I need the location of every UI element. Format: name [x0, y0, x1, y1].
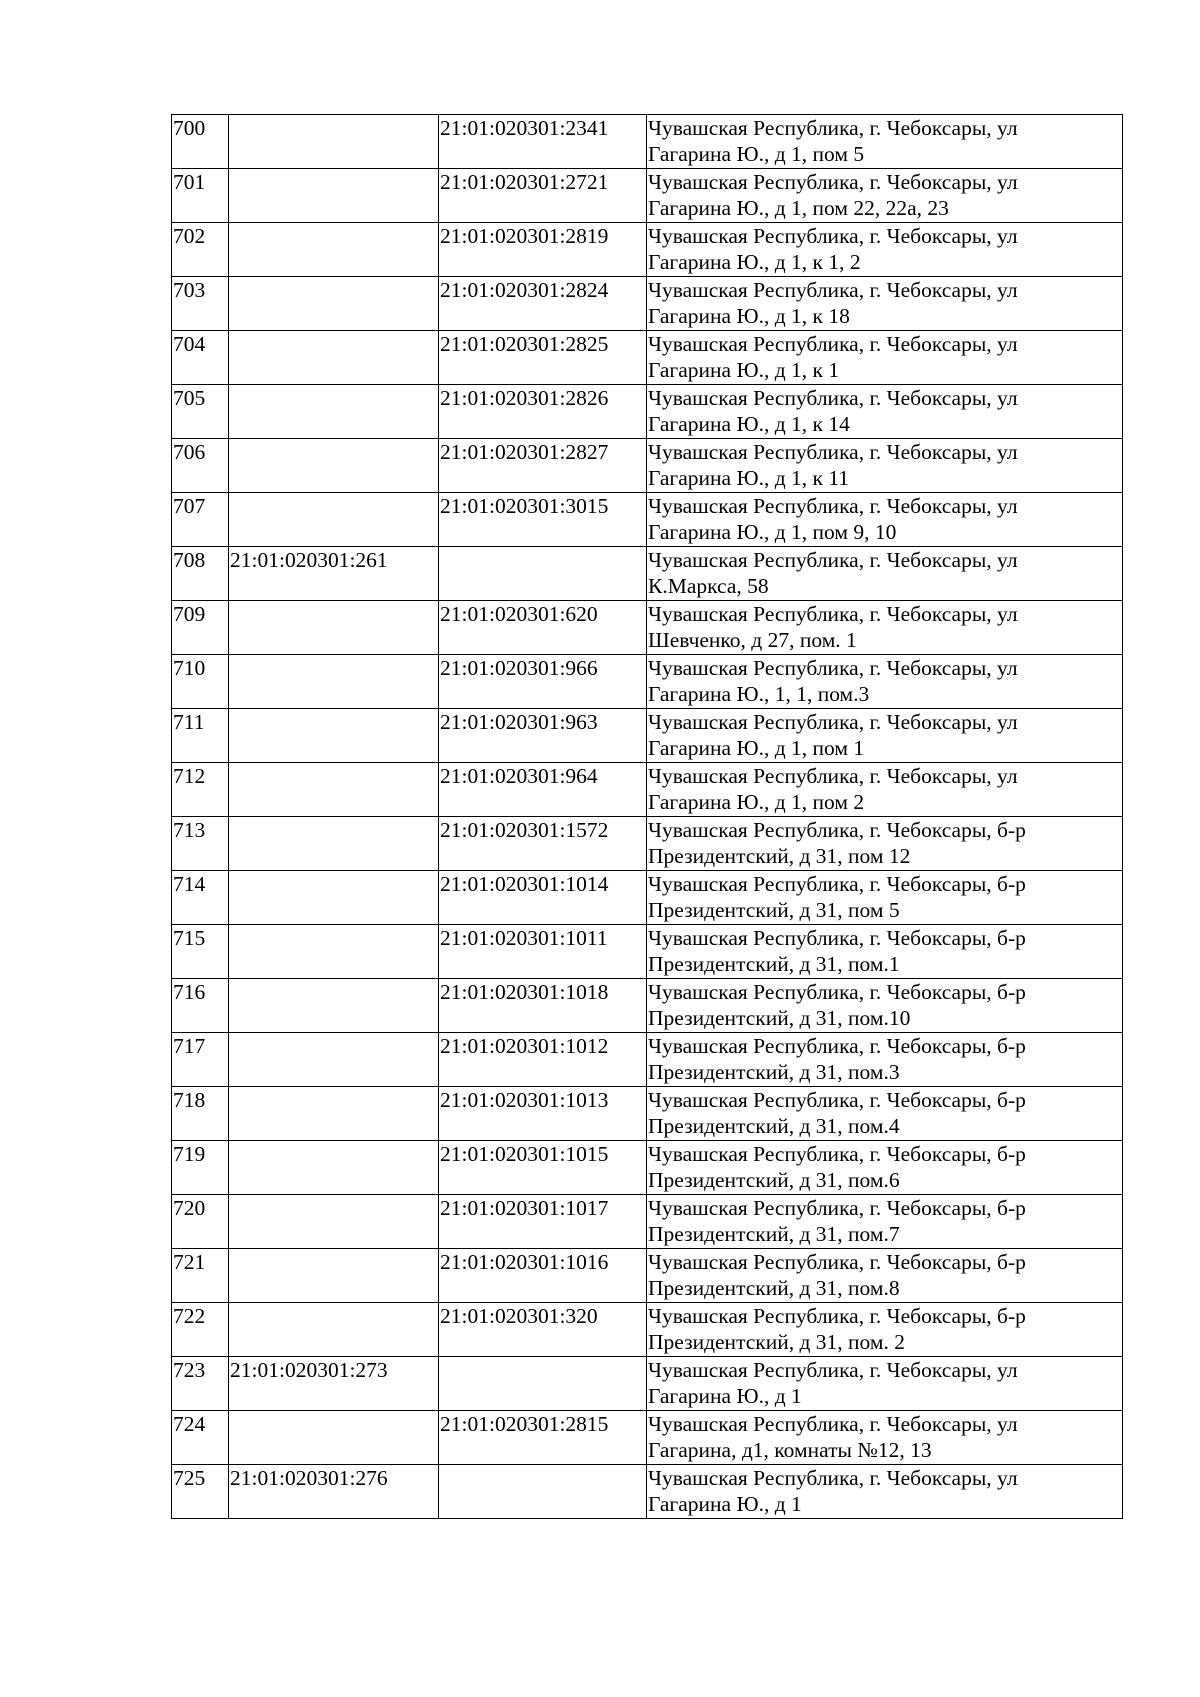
table-row	[172, 1357, 1123, 1411]
address-line-2: Гагарина Ю., д 1, пом 22, 22а, 23	[648, 196, 949, 220]
registry-table-body	[172, 115, 1123, 1519]
address-line-2: Гагарина Ю., д 1, пом 2	[648, 790, 865, 814]
address-line-2: Шевченко, д 27, пом. 1	[648, 628, 857, 652]
address-line-1: Чувашская Республика, г. Чебоксары, б-р	[648, 818, 1026, 842]
address-cell	[647, 115, 1123, 169]
address-line-1: Чувашская Республика, г. Чебоксары, ул	[648, 170, 1018, 194]
land-cadastral-number-cell	[229, 817, 439, 871]
row-number-cell: 702	[172, 223, 229, 277]
table-row	[172, 1141, 1123, 1195]
row-number-cell: 711	[172, 709, 229, 763]
object-cadastral-number-cell: 21:01:020301:1572	[439, 817, 647, 871]
row-number-cell: 712	[172, 763, 229, 817]
land-cadastral-number-cell	[229, 979, 439, 1033]
address-cell	[647, 925, 1123, 979]
object-cadastral-number-cell: 21:01:020301:2721	[439, 169, 647, 223]
row-number-cell: 704	[172, 331, 229, 385]
object-cadastral-number-cell: 21:01:020301:2815	[439, 1411, 647, 1465]
address-line-2: Гагарина Ю., д 1, пом 9, 10	[648, 520, 897, 544]
address-line-1: Чувашская Республика, г. Чебоксары, б-р	[648, 926, 1026, 950]
table-row	[172, 493, 1123, 547]
object-cadastral-number-cell: 21:01:020301:1018	[439, 979, 647, 1033]
address-line-1: Чувашская Республика, г. Чебоксары, б-р	[648, 1304, 1026, 1328]
address-cell	[647, 547, 1123, 601]
table-row	[172, 763, 1123, 817]
table-row	[172, 385, 1123, 439]
land-cadastral-number-cell	[229, 1195, 439, 1249]
address-line-1: Чувашская Республика, г. Чебоксары, ул	[648, 764, 1018, 788]
row-number-cell: 722	[172, 1303, 229, 1357]
address-cell	[647, 439, 1123, 493]
address-line-1: Чувашская Республика, г. Чебоксары, ул	[648, 278, 1018, 302]
land-cadastral-number-cell	[229, 385, 439, 439]
address-cell	[647, 1303, 1123, 1357]
address-line-2: Президентский, д 31, пом.7	[648, 1222, 900, 1246]
address-cell	[647, 277, 1123, 331]
land-cadastral-number-cell	[229, 1087, 439, 1141]
row-number-cell: 721	[172, 1249, 229, 1303]
object-cadastral-number-cell: 21:01:020301:1011	[439, 925, 647, 979]
object-cadastral-number-cell	[439, 1357, 647, 1411]
address-line-2: Гагарина Ю., д 1, к 11	[648, 466, 850, 490]
row-number-cell: 709	[172, 601, 229, 655]
table-row	[172, 1195, 1123, 1249]
address-line-1: Чувашская Республика, г. Чебоксары, б-р	[648, 1142, 1026, 1166]
address-line-2: Президентский, д 31, пом.1	[648, 952, 900, 976]
row-number-cell: 718	[172, 1087, 229, 1141]
object-cadastral-number-cell: 21:01:020301:1012	[439, 1033, 647, 1087]
land-cadastral-number-cell	[229, 1033, 439, 1087]
address-cell	[647, 655, 1123, 709]
table-row	[172, 223, 1123, 277]
address-cell	[647, 169, 1123, 223]
address-cell	[647, 1087, 1123, 1141]
row-number-cell: 705	[172, 385, 229, 439]
address-cell	[647, 1195, 1123, 1249]
table-row	[172, 817, 1123, 871]
address-line-2: Гагарина Ю., д 1, к 18	[648, 304, 850, 328]
land-cadastral-number-cell	[229, 1249, 439, 1303]
address-cell	[647, 979, 1123, 1033]
address-line-1: Чувашская Республика, г. Чебоксары, ул	[648, 656, 1018, 680]
row-number-cell: 700	[172, 115, 229, 169]
address-line-2: Президентский, д 31, пом.10	[648, 1006, 911, 1030]
address-line-1: Чувашская Республика, г. Чебоксары, ул	[648, 116, 1018, 140]
address-line-1: Чувашская Республика, г. Чебоксары, ул	[648, 494, 1018, 518]
address-line-2: Гагарина Ю., д 1, пом 1	[648, 736, 865, 760]
row-number-cell: 725	[172, 1465, 229, 1519]
table-row	[172, 169, 1123, 223]
land-cadastral-number-cell	[229, 1411, 439, 1465]
address-line-1: Чувашская Республика, г. Чебоксары, ул	[648, 224, 1018, 248]
object-cadastral-number-cell: 21:01:020301:2824	[439, 277, 647, 331]
address-cell	[647, 763, 1123, 817]
address-line-1: Чувашская Республика, г. Чебоксары, б-р	[648, 1088, 1026, 1112]
address-line-2: Президентский, д 31, пом.3	[648, 1060, 900, 1084]
address-line-2: Гагарина, д1, комнаты №12, 13	[648, 1438, 932, 1462]
address-line-2: Гагарина Ю., д 1, пом 5	[648, 142, 865, 166]
row-number-cell: 716	[172, 979, 229, 1033]
table-row	[172, 115, 1123, 169]
land-cadastral-number-cell	[229, 601, 439, 655]
address-line-1: Чувашская Республика, г. Чебоксары, б-р	[648, 1034, 1026, 1058]
address-cell	[647, 1357, 1123, 1411]
land-cadastral-number-cell	[229, 709, 439, 763]
object-cadastral-number-cell: 21:01:020301:2341	[439, 115, 647, 169]
table-row	[172, 1087, 1123, 1141]
object-cadastral-number-cell: 21:01:020301:1015	[439, 1141, 647, 1195]
object-cadastral-number-cell	[439, 1465, 647, 1519]
row-number-cell: 714	[172, 871, 229, 925]
land-cadastral-number-cell	[229, 871, 439, 925]
object-cadastral-number-cell: 21:01:020301:620	[439, 601, 647, 655]
address-line-2: Гагарина Ю., д 1, к 14	[648, 412, 850, 436]
row-number-cell: 707	[172, 493, 229, 547]
property-registry-table	[171, 114, 1123, 1519]
row-number-cell: 701	[172, 169, 229, 223]
address-line-1: Чувашская Республика, г. Чебоксары, б-р	[648, 980, 1026, 1004]
address-cell	[647, 385, 1123, 439]
land-cadastral-number-cell	[229, 331, 439, 385]
land-cadastral-number-cell	[229, 439, 439, 493]
address-cell	[647, 331, 1123, 385]
address-line-1: Чувашская Республика, г. Чебоксары, ул	[648, 440, 1018, 464]
land-cadastral-number-cell	[229, 763, 439, 817]
object-cadastral-number-cell: 21:01:020301:320	[439, 1303, 647, 1357]
row-number-cell: 703	[172, 277, 229, 331]
table-row	[172, 1249, 1123, 1303]
object-cadastral-number-cell: 21:01:020301:3015	[439, 493, 647, 547]
land-cadastral-number-cell: 21:01:020301:261	[229, 547, 439, 601]
row-number-cell: 715	[172, 925, 229, 979]
land-cadastral-number-cell	[229, 493, 439, 547]
address-cell	[647, 1033, 1123, 1087]
address-line-1: Чувашская Республика, г. Чебоксары, ул	[648, 602, 1018, 626]
land-cadastral-number-cell	[229, 115, 439, 169]
address-line-1: Чувашская Республика, г. Чебоксары, б-р	[648, 1250, 1026, 1274]
address-line-1: Чувашская Республика, г. Чебоксары, ул	[648, 332, 1018, 356]
land-cadastral-number-cell	[229, 925, 439, 979]
object-cadastral-number-cell: 21:01:020301:2819	[439, 223, 647, 277]
row-number-cell: 706	[172, 439, 229, 493]
object-cadastral-number-cell: 21:01:020301:2826	[439, 385, 647, 439]
table-row	[172, 1303, 1123, 1357]
row-number-cell: 723	[172, 1357, 229, 1411]
address-line-1: Чувашская Республика, г. Чебоксары, ул	[648, 1358, 1018, 1382]
address-line-1: Чувашская Республика, г. Чебоксары, ул	[648, 548, 1018, 572]
row-number-cell: 710	[172, 655, 229, 709]
object-cadastral-number-cell: 21:01:020301:1016	[439, 1249, 647, 1303]
table-row	[172, 709, 1123, 763]
address-line-1: Чувашская Республика, г. Чебоксары, б-р	[648, 872, 1026, 896]
address-cell	[647, 493, 1123, 547]
address-line-2: К.Маркса, 58	[648, 574, 769, 598]
address-cell	[647, 817, 1123, 871]
row-number-cell: 717	[172, 1033, 229, 1087]
row-number-cell: 708	[172, 547, 229, 601]
address-line-2: Президентский, д 31, пом.8	[648, 1276, 900, 1300]
address-line-1: Чувашская Республика, г. Чебоксары, ул	[648, 1466, 1018, 1490]
object-cadastral-number-cell: 21:01:020301:1017	[439, 1195, 647, 1249]
address-line-2: Президентский, д 31, пом 5	[648, 898, 900, 922]
address-line-1: Чувашская Республика, г. Чебоксары, б-р	[648, 1196, 1026, 1220]
address-line-2: Гагарина Ю., 1, 1, пом.3	[648, 682, 870, 706]
land-cadastral-number-cell	[229, 277, 439, 331]
address-line-1: Чувашская Республика, г. Чебоксары, ул	[648, 710, 1018, 734]
table-row	[172, 439, 1123, 493]
object-cadastral-number-cell: 21:01:020301:1013	[439, 1087, 647, 1141]
address-line-2: Гагарина Ю., д 1	[648, 1492, 802, 1516]
land-cadastral-number-cell: 21:01:020301:273	[229, 1357, 439, 1411]
address-line-2: Президентский, д 31, пом.6	[648, 1168, 900, 1192]
table-row	[172, 277, 1123, 331]
address-cell	[647, 709, 1123, 763]
address-line-2: Гагарина Ю., д 1, к 1, 2	[648, 250, 861, 274]
address-cell	[647, 223, 1123, 277]
table-row	[172, 979, 1123, 1033]
row-number-cell: 720	[172, 1195, 229, 1249]
row-number-cell: 724	[172, 1411, 229, 1465]
address-line-1: Чувашская Республика, г. Чебоксары, ул	[648, 1412, 1018, 1436]
land-cadastral-number-cell	[229, 169, 439, 223]
object-cadastral-number-cell: 21:01:020301:2827	[439, 439, 647, 493]
address-line-2: Президентский, д 31, пом 12	[648, 844, 911, 868]
object-cadastral-number-cell: 21:01:020301:964	[439, 763, 647, 817]
table-row	[172, 1033, 1123, 1087]
row-number-cell: 719	[172, 1141, 229, 1195]
address-cell	[647, 1465, 1123, 1519]
address-line-2: Президентский, д 31, пом.4	[648, 1114, 900, 1138]
address-cell	[647, 1249, 1123, 1303]
address-line-1: Чувашская Республика, г. Чебоксары, ул	[648, 386, 1018, 410]
table-row	[172, 547, 1123, 601]
table-row	[172, 1465, 1123, 1519]
object-cadastral-number-cell: 21:01:020301:2825	[439, 331, 647, 385]
address-line-2: Президентский, д 31, пом. 2	[648, 1330, 905, 1354]
object-cadastral-number-cell: 21:01:020301:966	[439, 655, 647, 709]
object-cadastral-number-cell: 21:01:020301:1014	[439, 871, 647, 925]
address-cell	[647, 1411, 1123, 1465]
address-cell	[647, 871, 1123, 925]
table-row	[172, 601, 1123, 655]
land-cadastral-number-cell: 21:01:020301:276	[229, 1465, 439, 1519]
table-row	[172, 655, 1123, 709]
address-line-2: Гагарина Ю., д 1	[648, 1384, 802, 1408]
object-cadastral-number-cell	[439, 547, 647, 601]
address-cell	[647, 601, 1123, 655]
row-number-cell: 713	[172, 817, 229, 871]
table-row	[172, 871, 1123, 925]
table-row	[172, 331, 1123, 385]
table-row	[172, 1411, 1123, 1465]
land-cadastral-number-cell	[229, 223, 439, 277]
table-row	[172, 925, 1123, 979]
land-cadastral-number-cell	[229, 1141, 439, 1195]
address-line-2: Гагарина Ю., д 1, к 1	[648, 358, 840, 382]
land-cadastral-number-cell	[229, 1303, 439, 1357]
object-cadastral-number-cell: 21:01:020301:963	[439, 709, 647, 763]
land-cadastral-number-cell	[229, 655, 439, 709]
address-cell	[647, 1141, 1123, 1195]
